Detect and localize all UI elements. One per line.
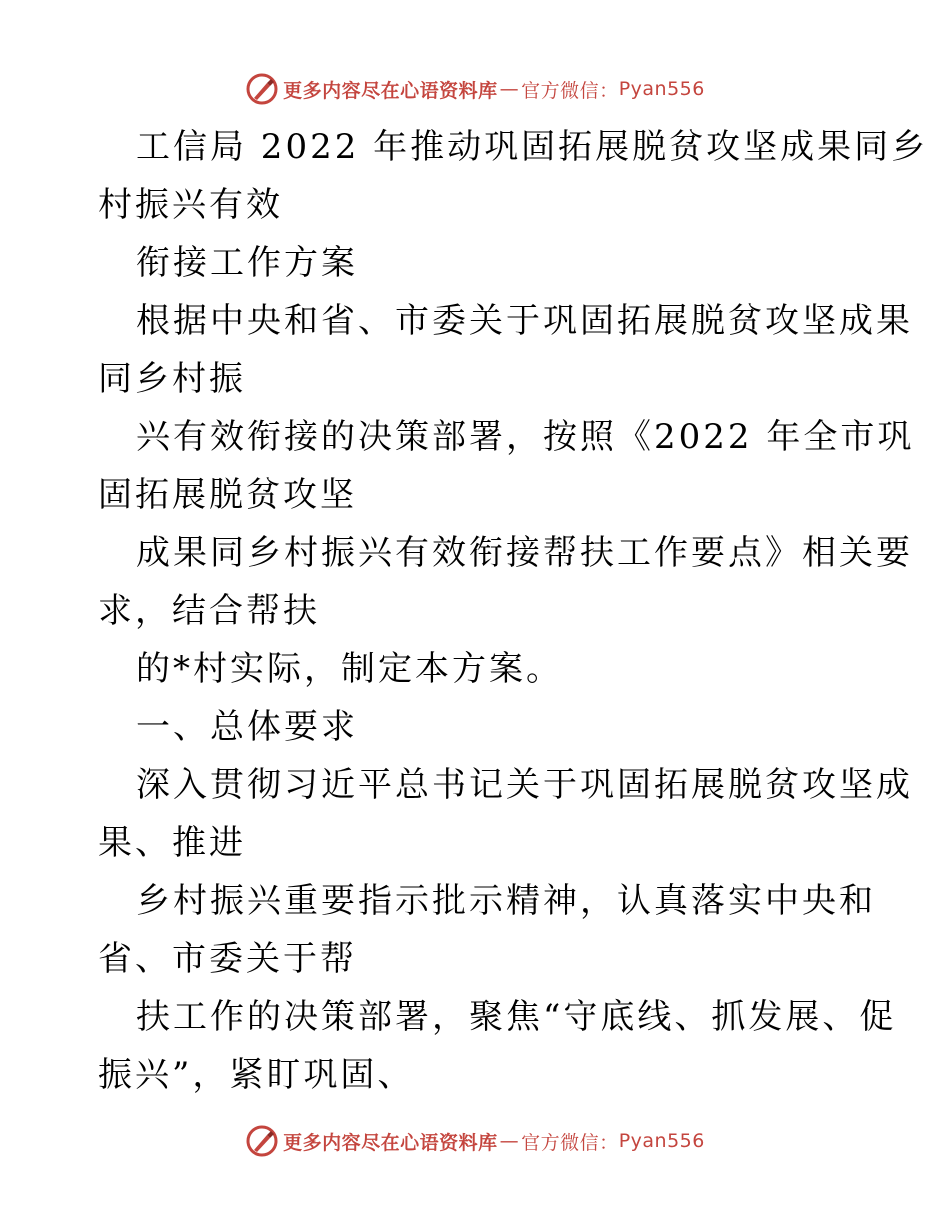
watermark-separator: — <box>499 1130 520 1152</box>
watermark-wechat-label: 官方微信： <box>521 1131 619 1154</box>
watermark-text: 更多内容尽在心语资料库 <box>283 1131 498 1154</box>
paragraph-line: 果、推进 <box>98 823 246 863</box>
paragraph-line: 乡村振兴重要指示批示精神，认真落实中央和 <box>136 881 876 921</box>
watermark-wechat-id: Pyan556 <box>618 1130 705 1152</box>
watermark-wechat-label: 官方微信： <box>521 79 619 102</box>
title-line-1: 工信局 2022 年推动巩固拓展脱贫攻坚成果同乡 <box>136 127 929 167</box>
paragraph-line: 省、市委关于帮 <box>98 939 357 979</box>
paragraph-line: 固拓展脱贫攻坚 <box>98 475 357 515</box>
title-line-2: 村振兴有效 <box>98 185 283 225</box>
paragraph-line: 兴有效衔接的决策部署，按照《2022 年全市巩 <box>136 417 915 457</box>
title-line-3: 衔接工作方案 <box>136 243 358 283</box>
paragraph-line: 求，结合帮扶 <box>98 591 320 631</box>
watermark-text: 更多内容尽在心语资料库 <box>283 79 498 102</box>
paragraph-line: 同乡村振 <box>98 359 246 399</box>
paragraph-line: 根据中央和省、市委关于巩固拓展脱贫攻坚成果 <box>136 301 913 341</box>
document-body <box>98 118 929 1104</box>
paragraph-line: 成果同乡村振兴有效衔接帮扶工作要点》相关要 <box>136 533 913 573</box>
pen-logo-icon <box>245 1124 279 1158</box>
paragraph-line: 振兴”，紧盯巩固、 <box>98 1055 415 1095</box>
watermark-separator: — <box>499 78 520 100</box>
paragraph-line: 的*村实际，制定本方案。 <box>136 649 563 689</box>
paragraph-line: 深入贯彻习近平总书记关于巩固拓展脱贫攻坚成 <box>136 765 913 805</box>
footer-watermark <box>0 1124 950 1158</box>
section-heading: 一、总体要求 <box>136 707 358 747</box>
pen-logo-icon <box>245 72 279 106</box>
header-watermark <box>0 72 950 106</box>
watermark-wechat-id: Pyan556 <box>618 78 705 100</box>
paragraph-line: 扶工作的决策部署，聚焦“守底线、抓发展、促 <box>136 997 897 1037</box>
